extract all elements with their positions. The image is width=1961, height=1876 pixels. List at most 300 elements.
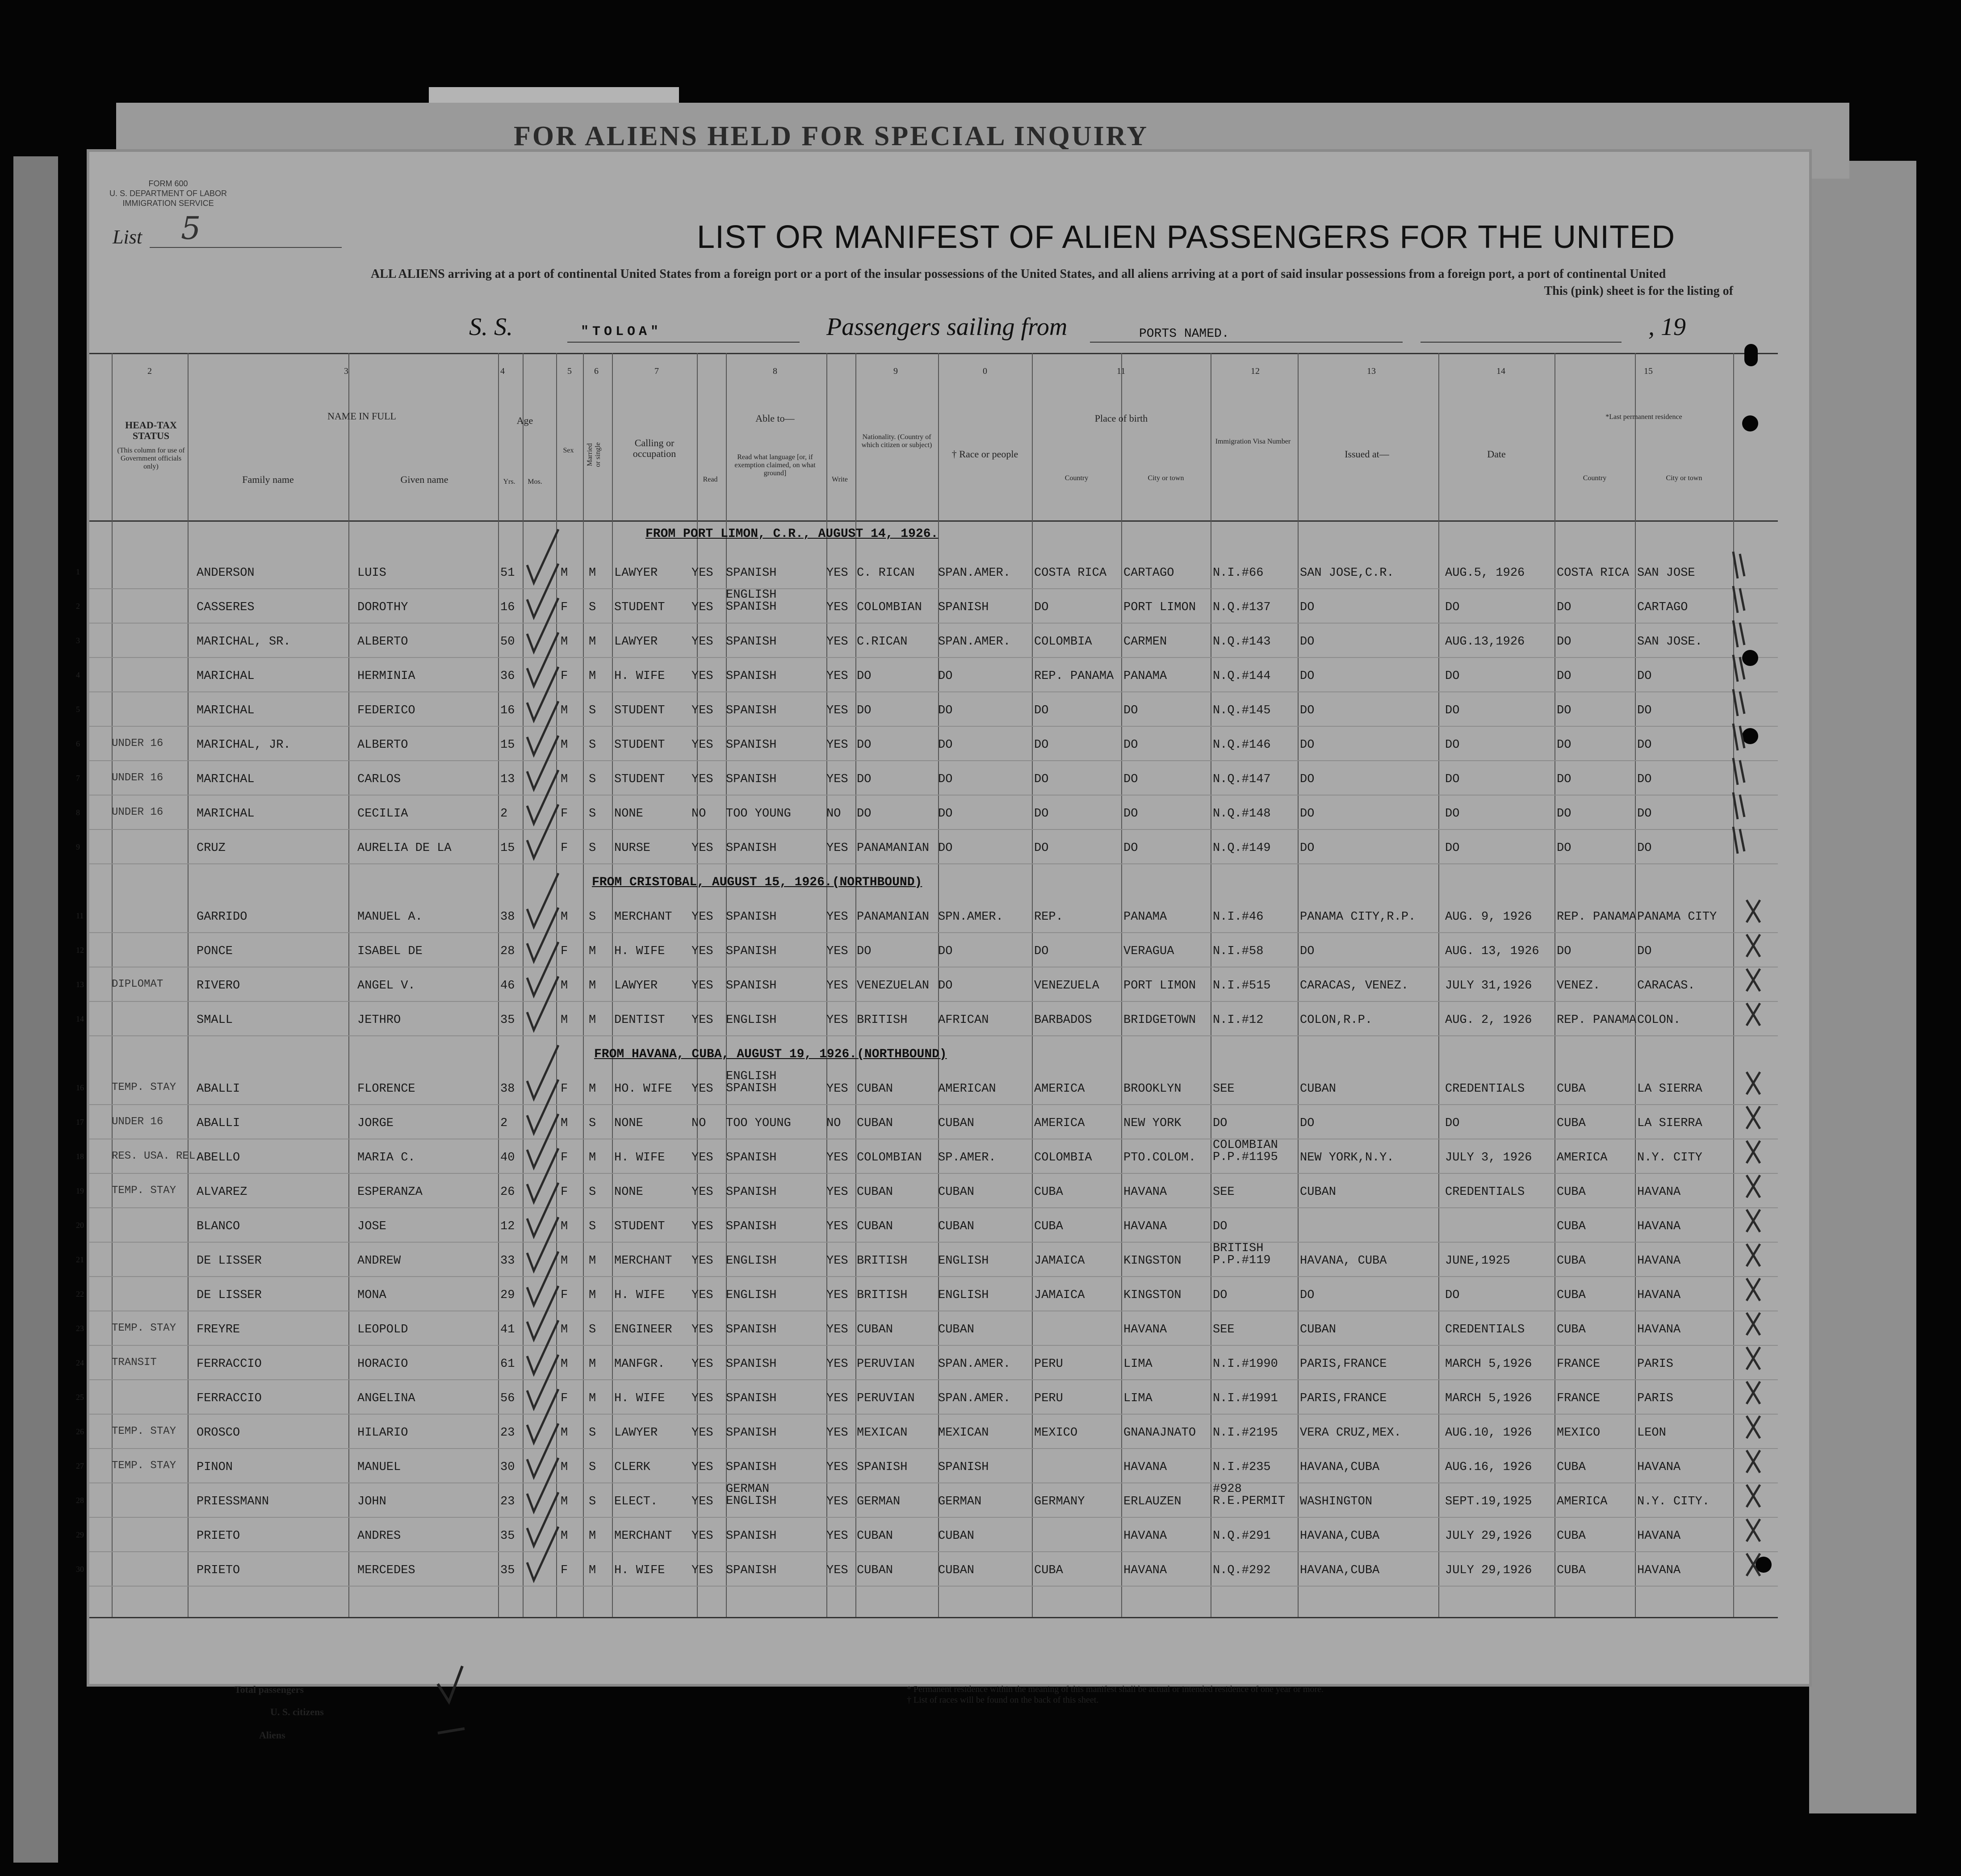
sex: M bbox=[561, 1117, 568, 1130]
read-language: SPANISH bbox=[726, 1220, 777, 1233]
form-number: FORM 600 bbox=[148, 179, 188, 188]
sex: F bbox=[561, 1151, 568, 1164]
age: 35 bbox=[500, 1564, 515, 1577]
birth-city: HAVANA bbox=[1123, 1220, 1167, 1233]
write: YES bbox=[826, 566, 848, 580]
given-name: ALBERTO bbox=[357, 738, 408, 752]
sex: F bbox=[561, 1564, 568, 1577]
header-race: † Race or people bbox=[951, 448, 1018, 460]
family-name: FREYRE bbox=[197, 1323, 240, 1336]
issue-date: DO bbox=[1445, 773, 1460, 786]
residence-city: DO bbox=[1637, 704, 1652, 717]
residence-city: SAN JOSE bbox=[1637, 566, 1695, 580]
nationality: C. RICAN bbox=[857, 566, 915, 580]
family-name: CRUZ bbox=[197, 842, 226, 855]
visa-number: N.I.#235 bbox=[1213, 1461, 1271, 1474]
age: 29 bbox=[500, 1289, 515, 1302]
read-language: SPANISH bbox=[726, 945, 777, 958]
race: SPAN.AMER. bbox=[938, 1392, 1011, 1405]
residence-country: CUBA bbox=[1557, 1529, 1586, 1543]
read-language: ENGLISH bbox=[726, 1289, 777, 1302]
read-language: SPANISH bbox=[726, 738, 777, 752]
marital-status: S bbox=[589, 1323, 596, 1336]
issue-date: MARCH 5,1926 bbox=[1445, 1357, 1532, 1371]
issue-date: CREDENTIALS bbox=[1445, 1082, 1525, 1096]
page-title: LIST OR MANIFEST OF ALIEN PASSENGERS FOR THE UNITED bbox=[697, 219, 1676, 255]
race: DO bbox=[938, 738, 953, 752]
table-row bbox=[76, 1207, 1778, 1243]
family-name: MARICHAL bbox=[197, 807, 255, 821]
head-tax-status: UNDER 16 bbox=[112, 737, 163, 750]
row-number: 19 bbox=[76, 1186, 84, 1195]
header-read: Read bbox=[703, 476, 718, 483]
occupation: STUDENT bbox=[614, 773, 665, 786]
residence-city: COLON. bbox=[1637, 1013, 1681, 1027]
write: NO bbox=[826, 1117, 841, 1130]
age: 28 bbox=[500, 945, 515, 958]
issued-at: NEW YORK,N.Y. bbox=[1300, 1151, 1394, 1164]
nationality: CUBAN bbox=[857, 1323, 893, 1336]
header-res-city: City or town bbox=[1666, 474, 1702, 482]
given-name: JOHN bbox=[357, 1495, 386, 1508]
occupation: H. WIFE bbox=[614, 1151, 665, 1164]
residence-city: DO bbox=[1637, 670, 1652, 683]
issue-date: AUG.10, 1926 bbox=[1445, 1426, 1532, 1440]
residence-country: REP. PANAMA bbox=[1557, 1013, 1637, 1027]
read: YES bbox=[691, 1220, 713, 1233]
family-name: DE LISSER bbox=[197, 1289, 262, 1302]
header-last-residence: *Last permanent residence bbox=[1605, 413, 1682, 421]
marital-status: S bbox=[589, 807, 596, 821]
header-age: Age bbox=[516, 415, 533, 426]
table-row bbox=[76, 1482, 1778, 1518]
read: YES bbox=[691, 1254, 713, 1268]
row-number: 14 bbox=[76, 1014, 84, 1023]
birth-city: PTO.COLOM. bbox=[1123, 1151, 1196, 1164]
race: DO bbox=[938, 945, 953, 958]
given-name: ALBERTO bbox=[357, 635, 408, 649]
race: CUBAN bbox=[938, 1220, 975, 1233]
table-row bbox=[76, 898, 1778, 933]
occupation: MANFGR. bbox=[614, 1357, 665, 1371]
sex: F bbox=[561, 842, 568, 855]
issued-at: DO bbox=[1300, 601, 1315, 614]
issued-at: VERA CRUZ,MEX. bbox=[1300, 1426, 1401, 1440]
age: 35 bbox=[500, 1013, 515, 1027]
birth-country: REP. PANAMA bbox=[1034, 670, 1114, 683]
header-yrs: Yrs. bbox=[503, 478, 515, 486]
column-number: 0 bbox=[983, 366, 987, 376]
table-row bbox=[76, 760, 1778, 796]
birth-country: PERU bbox=[1034, 1392, 1063, 1405]
row-number: 28 bbox=[76, 1496, 84, 1505]
marital-status: M bbox=[589, 1254, 596, 1268]
residence-city: N.Y. CITY. bbox=[1637, 1495, 1710, 1508]
occupation: MERCHANT bbox=[614, 1529, 672, 1543]
occupation: MERCHANT bbox=[614, 910, 672, 924]
race: AFRICAN bbox=[938, 1013, 989, 1027]
nationality: C.RICAN bbox=[857, 635, 908, 649]
family-name: RIVERO bbox=[197, 979, 240, 992]
birth-city: PANAMA bbox=[1123, 670, 1167, 683]
birth-city: DO bbox=[1123, 807, 1138, 821]
row-number: 2 bbox=[76, 602, 80, 611]
issued-at: COLON,R.P. bbox=[1300, 1013, 1373, 1027]
nationality: MEXICAN bbox=[857, 1426, 908, 1440]
table-row bbox=[76, 726, 1778, 761]
occupation: NONE bbox=[614, 1117, 643, 1130]
header-res-country: Country bbox=[1583, 474, 1607, 482]
birth-city: PORT LIMON bbox=[1123, 601, 1196, 614]
residence-city: CARTAGO bbox=[1637, 601, 1688, 614]
family-name: PONCE bbox=[197, 945, 233, 958]
residence-country: AMERICA bbox=[1557, 1495, 1608, 1508]
age: 41 bbox=[500, 1323, 515, 1336]
column-number: 11 bbox=[1117, 366, 1126, 376]
binding-notch bbox=[1744, 344, 1758, 366]
write: YES bbox=[826, 910, 848, 924]
family-name: MARICHAL bbox=[197, 704, 255, 717]
residence-country: DO bbox=[1557, 670, 1571, 683]
family-name: ANDERSON bbox=[197, 566, 255, 580]
visa-number: N.Q.#145 bbox=[1213, 704, 1271, 717]
age: 56 bbox=[500, 1392, 515, 1405]
row-number: 9 bbox=[76, 842, 80, 851]
issued-at: DO bbox=[1300, 704, 1315, 717]
row-number: 20 bbox=[76, 1221, 84, 1230]
residence-city: DO bbox=[1637, 738, 1652, 752]
occupation: NONE bbox=[614, 807, 643, 821]
table-row bbox=[76, 1551, 1778, 1587]
write: YES bbox=[826, 945, 848, 958]
issued-at: PANAMA CITY,R.P. bbox=[1300, 910, 1416, 924]
birth-city: HAVANA bbox=[1123, 1529, 1167, 1543]
race: SPANISH bbox=[938, 601, 989, 614]
marital-status: M bbox=[589, 945, 596, 958]
nationality: CUBAN bbox=[857, 1082, 893, 1096]
age: 12 bbox=[500, 1220, 515, 1233]
birth-country: DO bbox=[1034, 738, 1049, 752]
family-name: PINON bbox=[197, 1461, 233, 1474]
residence-city: LA SIERRA bbox=[1637, 1117, 1702, 1130]
sex: F bbox=[561, 1392, 568, 1405]
read: YES bbox=[691, 910, 713, 924]
marital-status: S bbox=[589, 910, 596, 924]
occupation: LAWYER bbox=[614, 635, 658, 649]
residence-country: DO bbox=[1557, 738, 1571, 752]
nationality: SPANISH bbox=[857, 1461, 908, 1474]
read-language: SPANISH bbox=[726, 1357, 777, 1371]
header-birth-country: Country bbox=[1064, 474, 1089, 482]
read: YES bbox=[691, 945, 713, 958]
age: 26 bbox=[500, 1185, 515, 1199]
section-cristobal: FROM CRISTOBAL, AUGUST 15, 1926.(NORTHBOUND) bbox=[592, 875, 922, 889]
sex: M bbox=[561, 1461, 568, 1474]
marital-status: M bbox=[589, 1564, 596, 1577]
birth-city: BRIDGETOWN bbox=[1123, 1013, 1196, 1027]
header-issued-at: Issued at— bbox=[1345, 448, 1389, 460]
birth-city: HAVANA bbox=[1123, 1323, 1167, 1336]
marital-status: M bbox=[589, 1529, 596, 1543]
given-name: ANGELINA bbox=[357, 1392, 415, 1405]
marital-status: S bbox=[589, 1461, 596, 1474]
header-bottom-rule bbox=[89, 520, 1778, 522]
birth-country: DO bbox=[1034, 601, 1049, 614]
adjacent-page-right bbox=[1809, 161, 1916, 1813]
visa-number: N.Q.#149 bbox=[1213, 842, 1271, 855]
read: NO bbox=[691, 1117, 706, 1130]
write: YES bbox=[826, 1013, 848, 1027]
residence-country: FRANCE bbox=[1557, 1392, 1601, 1405]
write: YES bbox=[826, 1185, 848, 1199]
race: ENGLISH bbox=[938, 1289, 989, 1302]
family-name: BLANCO bbox=[197, 1220, 240, 1233]
header-mos: Mos. bbox=[528, 478, 542, 486]
residence-country: DO bbox=[1557, 704, 1571, 717]
sex: M bbox=[561, 910, 568, 924]
given-name: LUIS bbox=[357, 566, 386, 580]
residence-country: CUBA bbox=[1557, 1289, 1586, 1302]
given-name: MANUEL bbox=[357, 1461, 401, 1474]
visa-number: N.I.#1990 bbox=[1213, 1357, 1278, 1371]
age: 50 bbox=[500, 635, 515, 649]
age: 51 bbox=[500, 566, 515, 580]
read-language: SPANISH bbox=[726, 704, 777, 717]
write: YES bbox=[826, 1082, 848, 1096]
occupation: H. WIFE bbox=[614, 1289, 665, 1302]
visa-number: N.I.#66 bbox=[1213, 566, 1264, 580]
issue-date: DO bbox=[1445, 670, 1460, 683]
read: YES bbox=[691, 979, 713, 992]
race: DO bbox=[938, 704, 953, 717]
issue-date: JULY 31,1926 bbox=[1445, 979, 1532, 992]
family-name: ABALLI bbox=[197, 1082, 240, 1096]
nationality: PANAMANIAN bbox=[857, 910, 930, 924]
marital-status: M bbox=[589, 670, 596, 683]
marital-status: S bbox=[589, 1220, 596, 1233]
residence-country: DO bbox=[1557, 635, 1571, 649]
visa-number: DO bbox=[1213, 1117, 1228, 1130]
occupation: CLERK bbox=[614, 1461, 651, 1474]
issued-at: DO bbox=[1300, 945, 1315, 958]
header-birth-city: City or town bbox=[1148, 474, 1184, 482]
table-row bbox=[76, 1448, 1778, 1483]
footnote-residence: * Permanent residence within the meaning of this manifest shall be actual or intended residence of one year or more. bbox=[907, 1684, 1324, 1694]
sex: M bbox=[561, 1529, 568, 1543]
occupation: ENGINEER bbox=[614, 1323, 672, 1336]
birth-city: NEW YORK bbox=[1123, 1117, 1182, 1130]
row-number: 25 bbox=[76, 1393, 84, 1402]
date-line bbox=[1420, 342, 1622, 343]
table-row bbox=[76, 1311, 1778, 1346]
issued-at: CUBAN bbox=[1300, 1185, 1337, 1199]
visa-number: N.I.#12 bbox=[1213, 1013, 1264, 1027]
table-row bbox=[76, 554, 1778, 589]
visa-number: N.Q.#146 bbox=[1213, 738, 1271, 752]
row-number: 12 bbox=[76, 946, 84, 955]
marital-status: M bbox=[589, 1392, 596, 1405]
race: SP.AMER. bbox=[938, 1151, 996, 1164]
issued-at: PARIS,FRANCE bbox=[1300, 1392, 1387, 1405]
nationality: GERMAN bbox=[857, 1495, 901, 1508]
residence-city: HAVANA bbox=[1637, 1529, 1681, 1543]
occupation: ELECT. bbox=[614, 1495, 658, 1508]
punch-hole bbox=[1742, 650, 1758, 666]
ports-value: PORTS NAMED. bbox=[1139, 327, 1229, 341]
read-language: ENGLISH bbox=[726, 1254, 777, 1268]
write: YES bbox=[826, 1323, 848, 1336]
read: YES bbox=[691, 1357, 713, 1371]
read-language: SPANISH bbox=[726, 773, 777, 786]
residence-country: DO bbox=[1557, 842, 1571, 855]
residence-country: COSTA RICA bbox=[1557, 566, 1630, 580]
head-tax-status: TRANSIT bbox=[112, 1357, 157, 1369]
family-name: FERRACCIO bbox=[197, 1357, 262, 1371]
issued-at: DO bbox=[1300, 773, 1315, 786]
visa-number: BRITISH P.P.#119 bbox=[1213, 1242, 1271, 1267]
visa-number: N.Q.#292 bbox=[1213, 1564, 1271, 1577]
head-tax-status: DIPLOMAT bbox=[112, 978, 163, 990]
visa-number: DO bbox=[1213, 1220, 1228, 1233]
race: CUBAN bbox=[938, 1117, 975, 1130]
family-name: OROSCO bbox=[197, 1426, 240, 1440]
birth-city: DO bbox=[1123, 773, 1138, 786]
issue-date: AUG.13,1926 bbox=[1445, 635, 1525, 649]
header-name-in-full: NAME IN FULL bbox=[327, 410, 396, 422]
race: ENGLISH bbox=[938, 1254, 989, 1268]
write: YES bbox=[826, 670, 848, 683]
read: YES bbox=[691, 1289, 713, 1302]
issue-date: DO bbox=[1445, 807, 1460, 821]
head-tax-status: TEMP. STAY bbox=[112, 1081, 176, 1093]
header-calling: Calling or occupation bbox=[633, 437, 676, 459]
visa-number: N.Q.#147 bbox=[1213, 773, 1271, 786]
issue-date: DO bbox=[1445, 738, 1460, 752]
write: YES bbox=[826, 1392, 848, 1405]
read: YES bbox=[691, 566, 713, 580]
marital-status: M bbox=[589, 635, 596, 649]
family-name: ABELLO bbox=[197, 1151, 240, 1164]
race: AMERICAN bbox=[938, 1082, 996, 1096]
issued-at: CUBAN bbox=[1300, 1082, 1337, 1096]
nationality: DO bbox=[857, 773, 872, 786]
visa-number: N.Q.#137 bbox=[1213, 601, 1271, 614]
family-name: PRIETO bbox=[197, 1529, 240, 1543]
column-number: 13 bbox=[1367, 366, 1376, 376]
punch-hole bbox=[1742, 415, 1758, 431]
issued-at: WASHINGTON bbox=[1300, 1495, 1373, 1508]
table-row bbox=[76, 1001, 1778, 1036]
residence-country: REP. PANAMA bbox=[1557, 910, 1637, 924]
table-row bbox=[76, 1139, 1778, 1174]
table-row bbox=[76, 1414, 1778, 1449]
issued-at: HAVANA,CUBA bbox=[1300, 1529, 1380, 1543]
ss-label: S. S. bbox=[469, 313, 513, 341]
write: YES bbox=[826, 1357, 848, 1371]
age: 23 bbox=[500, 1495, 515, 1508]
read-language: SPANISH bbox=[726, 842, 777, 855]
issue-date: DO bbox=[1445, 704, 1460, 717]
issued-at: DO bbox=[1300, 738, 1315, 752]
head-tax-status: TEMP. STAY bbox=[112, 1425, 176, 1437]
write: YES bbox=[826, 1426, 848, 1440]
family-name: ABALLI bbox=[197, 1117, 240, 1130]
table-row bbox=[76, 1345, 1778, 1380]
footer-citizens-label: U. S. citizens bbox=[270, 1706, 324, 1717]
birth-city: CARMEN bbox=[1123, 635, 1167, 649]
head-tax-status: UNDER 16 bbox=[112, 1116, 163, 1128]
visa-number: SEE bbox=[1213, 1185, 1235, 1199]
row-number: 7 bbox=[76, 774, 80, 783]
birth-country: BARBADOS bbox=[1034, 1013, 1092, 1027]
issue-date: CREDENTIALS bbox=[1445, 1323, 1525, 1336]
residence-country: VENEZ. bbox=[1557, 979, 1601, 992]
column-number: 4 bbox=[500, 366, 505, 376]
header-date: Date bbox=[1487, 448, 1506, 460]
read-language: SPANISH bbox=[726, 1461, 777, 1474]
residence-country: AMERICA bbox=[1557, 1151, 1608, 1164]
residence-country: DO bbox=[1557, 807, 1571, 821]
issue-date: CREDENTIALS bbox=[1445, 1185, 1525, 1199]
birth-city: BROOKLYN bbox=[1123, 1082, 1182, 1096]
occupation: NONE bbox=[614, 1185, 643, 1199]
birth-city: HAVANA bbox=[1123, 1564, 1167, 1577]
birth-country: REP. bbox=[1034, 910, 1063, 924]
header-nationality: Nationality. (Country of which citizen or subject) bbox=[861, 433, 932, 449]
write: YES bbox=[826, 1289, 848, 1302]
table-row bbox=[76, 1242, 1778, 1277]
nationality: DO bbox=[857, 738, 872, 752]
visa-number: N.I.#1991 bbox=[1213, 1392, 1278, 1405]
issued-at: CARACAS, VENEZ. bbox=[1300, 979, 1409, 992]
given-name: HERMINIA bbox=[357, 670, 415, 683]
visa-number: N.I.#46 bbox=[1213, 910, 1264, 924]
punch-hole bbox=[1742, 728, 1758, 744]
race: CUBAN bbox=[938, 1529, 975, 1543]
residence-city: HAVANA bbox=[1637, 1461, 1681, 1474]
issue-date: DO bbox=[1445, 842, 1460, 855]
nationality: CUBAN bbox=[857, 1220, 893, 1233]
read: YES bbox=[691, 1426, 713, 1440]
sex: M bbox=[561, 1357, 568, 1371]
marital-status: M bbox=[589, 979, 596, 992]
read-language: TOO YOUNG bbox=[726, 807, 791, 821]
year-label: , 19 bbox=[1648, 313, 1686, 341]
table-row bbox=[76, 795, 1778, 830]
row-number: 30 bbox=[76, 1565, 84, 1574]
sex: M bbox=[561, 1013, 568, 1027]
read: YES bbox=[691, 670, 713, 683]
occupation: LAWYER bbox=[614, 1426, 658, 1440]
read-language: SPANISH bbox=[726, 1151, 777, 1164]
page-subtitle-2: This (pink) sheet is for the listing of bbox=[1544, 284, 1733, 298]
marital-status: S bbox=[589, 1117, 596, 1130]
sex: F bbox=[561, 807, 568, 821]
visa-number: #928 R.E.PERMIT bbox=[1213, 1482, 1286, 1508]
age: 15 bbox=[500, 842, 515, 855]
read-language: SPANISH bbox=[726, 1564, 777, 1577]
residence-country: MEXICO bbox=[1557, 1426, 1601, 1440]
read-language: SPANISH bbox=[726, 1392, 777, 1405]
nationality: DO bbox=[857, 945, 872, 958]
occupation: H. WIFE bbox=[614, 1392, 665, 1405]
header-sex: Sex bbox=[563, 447, 574, 454]
column-number: 6 bbox=[594, 366, 599, 376]
column-number: 8 bbox=[773, 366, 777, 376]
marital-status: S bbox=[589, 704, 596, 717]
read: NO bbox=[691, 807, 706, 821]
nationality: CUBAN bbox=[857, 1564, 893, 1577]
